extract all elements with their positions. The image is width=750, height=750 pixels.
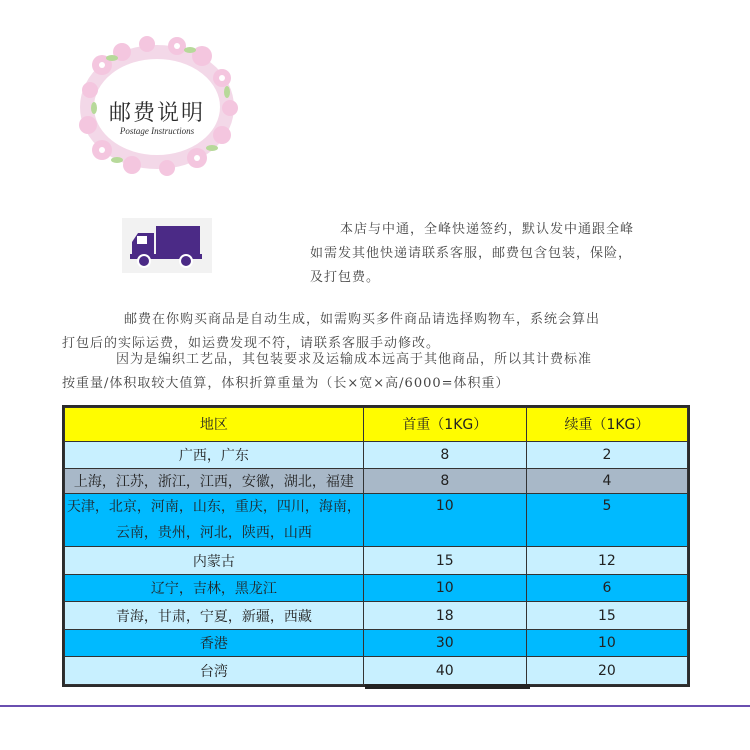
intro-line: 本店与中通，全峰快递签约，默认发中通跟全峰: [340, 222, 635, 237]
intro-line: 如需发其他快递请联系客服，邮费包含包装，保险，: [310, 246, 633, 261]
region-cell: 香港: [65, 629, 364, 656]
region-cell: 上海，江苏，浙江，江西，安徽，湖北，福建: [65, 469, 364, 493]
region-cell: 青海，甘肃，宁夏，新疆，西藏: [65, 602, 364, 629]
region-cell: 台湾: [65, 657, 364, 685]
table-row: [65, 657, 688, 685]
extra-weight-cell: 20: [526, 657, 687, 685]
page-subtitle: Postage Instructions: [119, 126, 195, 136]
table-row: [65, 469, 688, 493]
extra-weight-cell: 5: [526, 493, 687, 547]
region-cell: 广西，广东: [65, 441, 364, 468]
extra-weight-cell: 10: [526, 629, 687, 656]
intro-text: [310, 218, 690, 290]
postage-table: [62, 405, 690, 687]
region-cell: [65, 493, 364, 547]
table-row: [65, 574, 688, 601]
extra-weight-cell: 12: [526, 547, 687, 574]
extra-weight-cell: 6: [526, 574, 687, 601]
header-first-weight: 首重（1KG）: [363, 408, 526, 442]
region-cell: 辽宁，吉林，黑龙江: [65, 574, 364, 601]
table-footer-bar: [365, 684, 530, 689]
paragraph-line: 按重量/体积取较大值算，体积折算重量为（长×宽×高/6000=体积重）: [62, 376, 510, 391]
paragraph-line: 因为是编织工艺品，其包装要求及运输成本远高于其他商品，所以其计费标准: [116, 352, 593, 367]
extra-weight-cell: 2: [526, 441, 687, 468]
region-line: 云南，贵州，河北，陕西，山西: [115, 525, 312, 541]
bottom-divider: [0, 705, 750, 707]
extra-weight-cell: 15: [526, 602, 687, 629]
region-cell: 内蒙古: [65, 547, 364, 574]
volume-weight-paragraph: [62, 348, 702, 396]
table-row: [65, 547, 688, 574]
region-line: 天津，北京，河南，山东，重庆，四川，海南，: [66, 499, 361, 515]
table-header-row: [65, 408, 688, 442]
intro-line: 及打包费。: [310, 270, 381, 285]
first-weight-cell: 8: [363, 441, 526, 468]
paragraph-line: 邮费在你购买商品是自动生成，如需购买多件商品请选择购物车，系统会算出: [124, 312, 601, 327]
first-weight-cell: 30: [363, 629, 526, 656]
first-weight-cell: 40: [363, 657, 526, 685]
first-weight-cell: 8: [363, 469, 526, 493]
paragraph-line: 打包后的实际运费，如运费发现不符，请联系客服手动修改。: [62, 336, 441, 351]
postage-title-wreath: [72, 30, 242, 180]
header-extra-weight: 续重（1KG）: [526, 408, 687, 442]
first-weight-cell: 10: [363, 574, 526, 601]
table-row: [65, 602, 688, 629]
table-row: [65, 441, 688, 468]
first-weight-cell: 18: [363, 602, 526, 629]
first-weight-cell: 15: [363, 547, 526, 574]
table-row: [65, 629, 688, 656]
extra-weight-cell: 4: [526, 469, 687, 493]
truck-icon: [122, 218, 212, 273]
first-weight-cell: 10: [363, 493, 526, 547]
header-region: 地区: [65, 408, 364, 442]
table-row: [65, 493, 688, 547]
page-title: 邮费说明: [108, 101, 205, 126]
